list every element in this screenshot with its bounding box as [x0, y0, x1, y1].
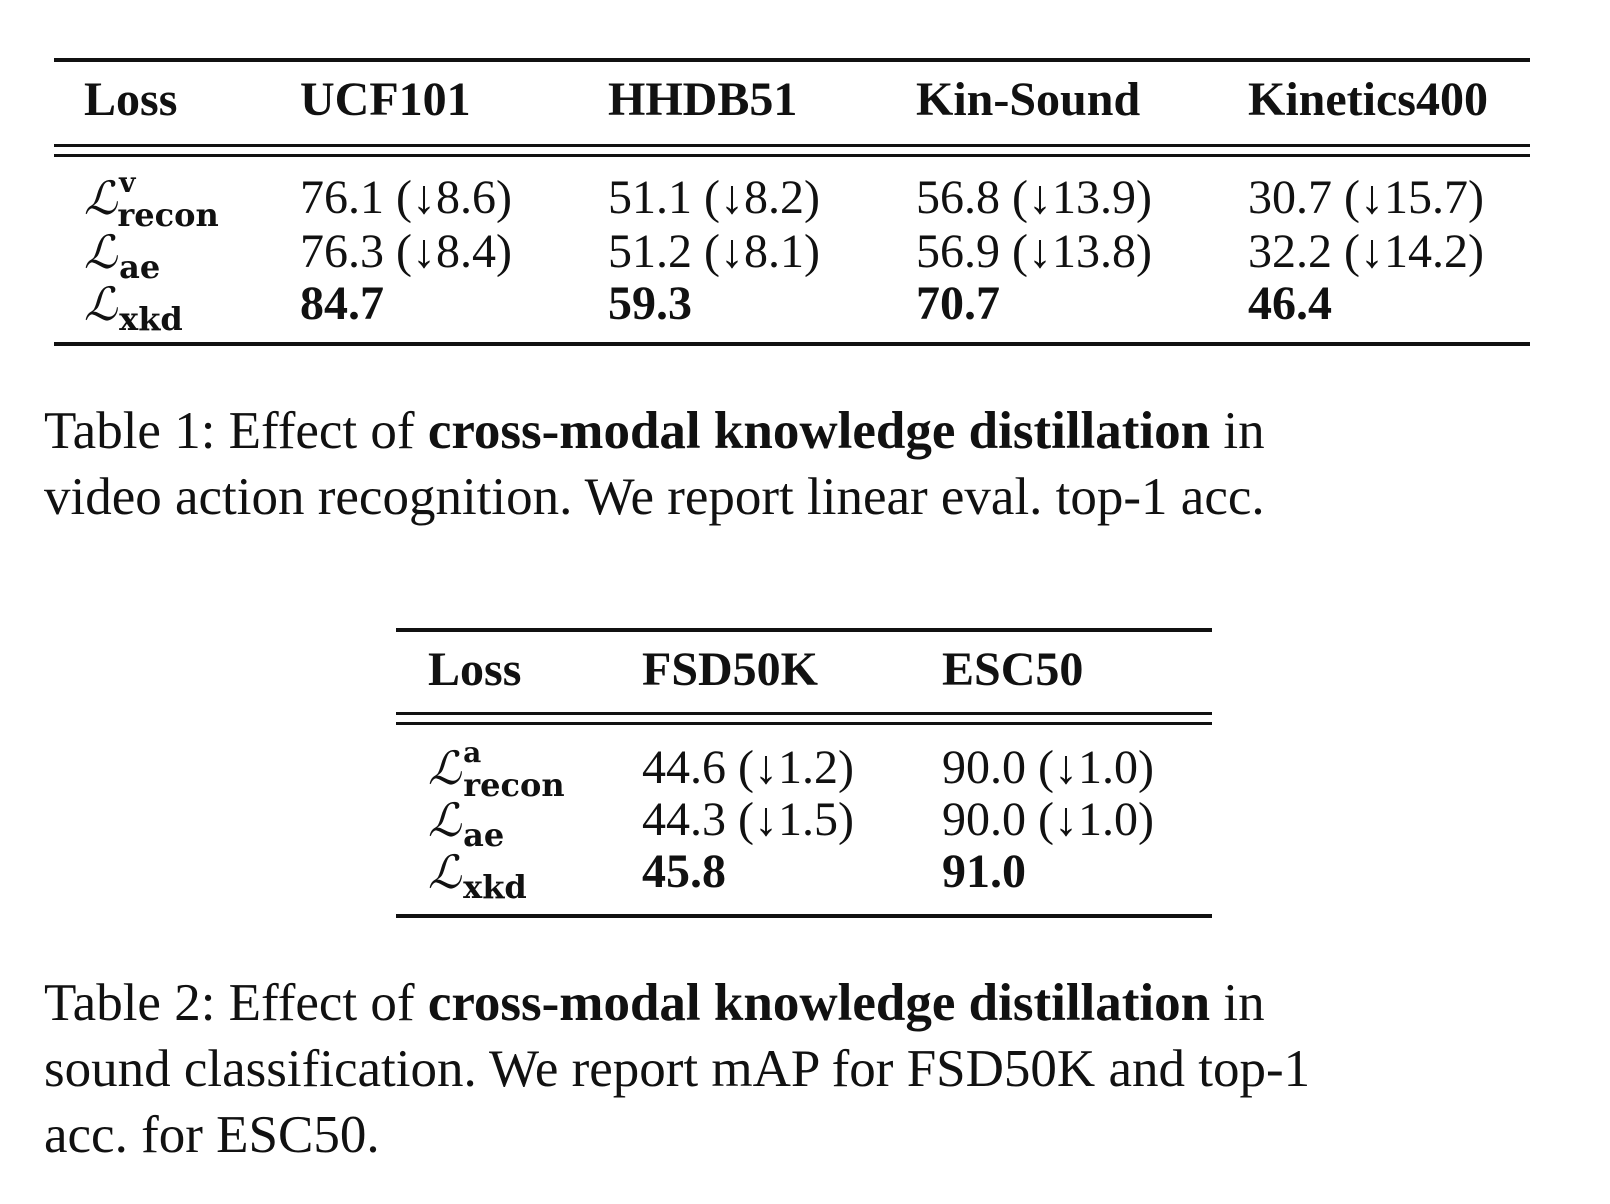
cell-kinetics400: 30.7 (↓15.7): [1248, 171, 1484, 224]
mid-rule-b: [396, 722, 1212, 725]
header-kinetics400: Kinetics400: [1248, 73, 1488, 126]
loss-label: ℒ$^a_{recon}$: [428, 736, 565, 804]
caption-line: acc. for ESC50.: [44, 1106, 380, 1164]
mid-rule-b: [54, 154, 1530, 157]
header-row: [396, 642, 1212, 698]
cell-ucf101: 76.3 (↓8.4): [300, 225, 512, 278]
header-esc50: ESC50: [942, 643, 1084, 696]
table-2-caption: [44, 970, 1584, 1168]
cell-fsd50k: 44.3 (↓1.5): [642, 793, 854, 846]
cell-kin-sound: 70.7: [916, 277, 1000, 330]
mid-rule-a: [396, 712, 1212, 715]
loss-label: ℒ$_{xkd}$: [84, 277, 183, 338]
bottom-rule: [54, 342, 1530, 346]
cell-kinetics400: 46.4: [1248, 277, 1332, 330]
bottom-rule: [396, 914, 1212, 918]
top-rule: [54, 58, 1530, 62]
table-row: [396, 736, 1212, 804]
cell-esc50: 90.0 (↓1.0): [942, 741, 1154, 794]
loss-label: ℒ$_{xkd}$: [428, 845, 527, 906]
cell-fsd50k: 44.6 (↓1.2): [642, 741, 854, 794]
header-fsd50k: FSD50K: [642, 643, 819, 696]
table-row: [54, 224, 1530, 286]
cell-kin-sound: 56.9 (↓13.8): [916, 225, 1152, 278]
header-loss: Loss: [428, 643, 522, 696]
table-1-caption: [44, 398, 1584, 530]
cell-kin-sound: 56.8 (↓13.9): [916, 171, 1152, 224]
top-rule: [396, 628, 1212, 632]
table-row: [396, 844, 1212, 906]
header-loss: Loss: [84, 73, 178, 126]
caption-line: Table 1: Effect of cross-modal knowledge distillation in: [44, 402, 1265, 460]
loss-label: ℒ$_{ae}$: [84, 225, 161, 286]
cell-hhdb51: 51.2 (↓8.1): [608, 225, 820, 278]
loss-label: ℒ$^v_{recon}$: [84, 166, 219, 234]
cell-esc50: 91.0: [942, 845, 1026, 898]
header-row: [54, 72, 1530, 128]
cell-fsd50k: 45.8: [642, 845, 726, 898]
mid-rule-a: [54, 144, 1530, 147]
caption-line: sound classification. We report mAP for FSD50K and top-1: [44, 1040, 1311, 1098]
header-kin-sound: Kin-Sound: [916, 73, 1141, 126]
header-hhdb51: HHDB51: [608, 73, 798, 126]
cell-kinetics400: 32.2 (↓14.2): [1248, 225, 1484, 278]
header-ucf101: UCF101: [300, 73, 471, 126]
caption-line: Table 2: Effect of cross-modal knowledge distillation in: [44, 974, 1265, 1032]
caption-line: video action recognition. We report linear eval. top-1 acc.: [44, 468, 1265, 526]
cell-hhdb51: 51.1 (↓8.2): [608, 171, 820, 224]
table-row: [54, 166, 1530, 234]
cell-ucf101: 76.1 (↓8.6): [300, 171, 512, 224]
table-2: [396, 628, 1212, 928]
cell-esc50: 90.0 (↓1.0): [942, 793, 1154, 846]
table-row: [54, 276, 1530, 338]
cell-hhdb51: 59.3: [608, 277, 692, 330]
table-row: [396, 792, 1212, 854]
cell-ucf101: 84.7: [300, 277, 384, 330]
table-1: [54, 58, 1530, 358]
loss-label: ℒ$_{ae}$: [428, 793, 505, 854]
